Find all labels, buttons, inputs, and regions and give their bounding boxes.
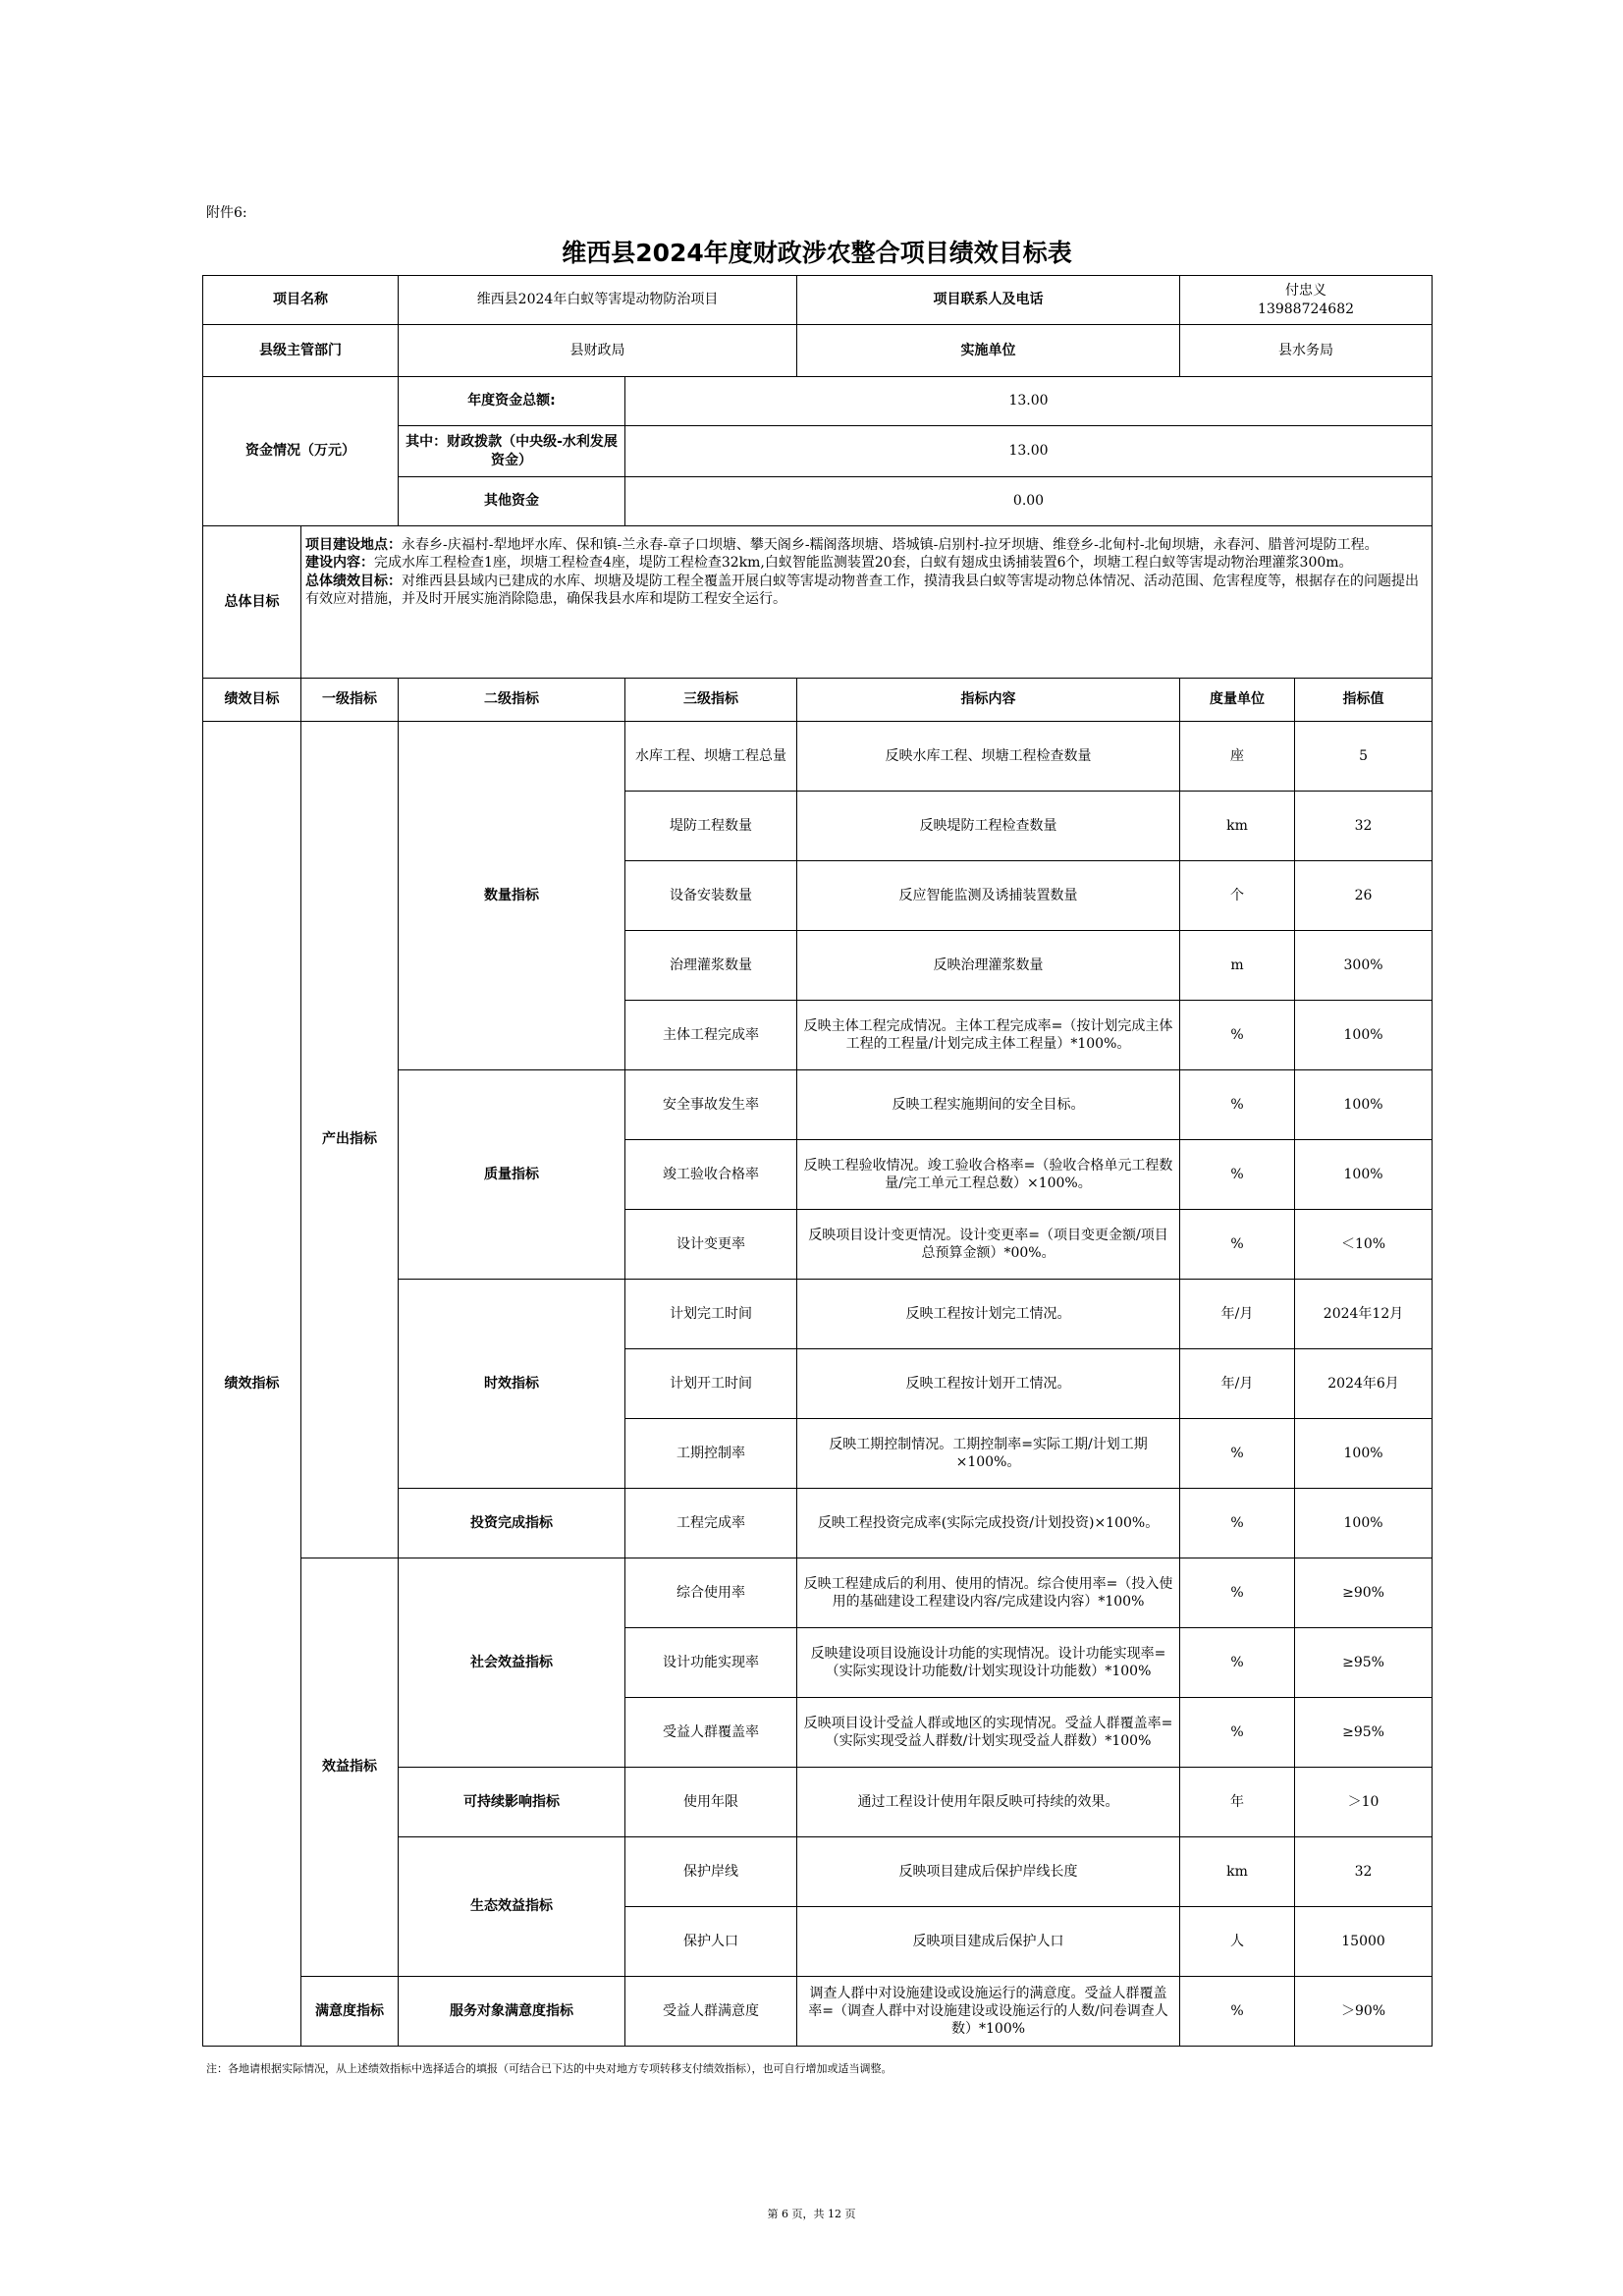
row-name: 主体工程完成率 — [625, 1001, 797, 1070]
row-value: 26 — [1295, 861, 1433, 931]
group-investment: 投资完成指标 — [399, 1489, 625, 1558]
row-unit: 年 — [1180, 1768, 1295, 1837]
group-quantity: 数量指标 — [399, 722, 625, 1070]
row-content: 反映治理灌浆数量 — [797, 931, 1180, 1001]
row-content: 反应智能监测及诱捕装置数量 — [797, 861, 1180, 931]
row-value: ＞90% — [1295, 1977, 1433, 2047]
footnote: 注：各地请根据实际情况，从上述绩效指标中选择适合的填报（可结合已下达的中央对地方专项转移支付绩效指标），也可自行增加或适当调整。 — [206, 2062, 893, 2075]
header-content: 指标内容 — [797, 679, 1180, 722]
goal-label: 总体目标 — [203, 526, 301, 679]
row-unit: km — [1180, 1837, 1295, 1907]
row-content: 反映堤防工程检查数量 — [797, 792, 1180, 861]
row-name: 设计功能实现率 — [625, 1628, 797, 1698]
row-content: 通过工程设计使用年限反映可持续的效果。 — [797, 1768, 1180, 1837]
group-sustain: 可持续影响指标 — [399, 1768, 625, 1837]
row-name: 受益人群满意度 — [625, 1977, 797, 2047]
row-name: 综合使用率 — [625, 1558, 797, 1628]
contact-label: 项目联系人及电话 — [797, 276, 1180, 325]
funds-other-value: 0.00 — [625, 477, 1433, 526]
row-unit: % — [1180, 1419, 1295, 1489]
row-unit: % — [1180, 1977, 1295, 2047]
perf-label: 绩效指标 — [203, 722, 301, 2047]
row-value: 15000 — [1295, 1907, 1433, 1977]
goal-perf-label: 总体绩效目标： — [305, 573, 402, 589]
row-value: 5 — [1295, 722, 1433, 792]
row-content: 反映工程实施期间的安全目标。 — [797, 1070, 1180, 1140]
contact-value — [1180, 276, 1433, 325]
header-value: 指标值 — [1295, 679, 1433, 722]
row-unit: % — [1180, 1628, 1295, 1698]
goal-content: 完成水库工程检查1座，坝塘工程检查4座，堤防工程检查32km,白蚁智能监测装置20套，白蚁有翅成虫诱捕装置6个，坝塘工程白蚁等害堤动物治理灌浆300m。 — [374, 555, 1353, 572]
dept-label: 县级主管部门 — [203, 325, 399, 377]
row-content: 反映水库工程、坝塘工程检查数量 — [797, 722, 1180, 792]
row-value: 100% — [1295, 1419, 1433, 1489]
row-unit: 人 — [1180, 1907, 1295, 1977]
funds-total-label: 年度资金总额: — [399, 377, 625, 426]
funds-label: 资金情况（万元） — [203, 377, 399, 526]
row-unit: m — [1180, 931, 1295, 1001]
group-output: 产出指标 — [301, 722, 399, 1558]
row-name: 安全事故发生率 — [625, 1070, 797, 1140]
row-value: ＜10% — [1295, 1210, 1433, 1280]
goal-perf: 对维西县县域内已建成的水库、坝塘及堤防工程全覆盖开展白蚁等害堤动物普查工作，摸清我县白蚁等害堤动物总体情况、活动范围、危害程度等，根据存在的问题提出有效应对措施，并及时开展实施消除隐患，确保我县水库和堤防工程安全运行。 — [305, 573, 1419, 608]
row-content: 反映工程按计划完工情况。 — [797, 1280, 1180, 1349]
row-unit: 座 — [1180, 722, 1295, 792]
row-name: 水库工程、坝塘工程总量 — [625, 722, 797, 792]
row-content: 反映建设项目设施设计功能的实现情况。设计功能实现率=（实际实现设计功能数/计划实现设计功能数）*100% — [797, 1628, 1180, 1698]
funds-central-value: 13.00 — [625, 426, 1433, 477]
row-value: ＞10 — [1295, 1768, 1433, 1837]
row-name: 设备安装数量 — [625, 861, 797, 931]
row-value: 100% — [1295, 1001, 1433, 1070]
row-value: 300% — [1295, 931, 1433, 1001]
row-unit: % — [1180, 1001, 1295, 1070]
row-name: 堤防工程数量 — [625, 792, 797, 861]
row-unit: % — [1180, 1210, 1295, 1280]
row-content: 反映项目设计变更情况。设计变更率=（项目变更金额/项目总预算金额）*00%。 — [797, 1210, 1180, 1280]
header-level3: 三级指标 — [625, 679, 797, 722]
row-content: 反映主体工程完成情况。主体工程完成率=（按计划完成主体工程的工程量/计划完成主体工程量）*100%。 — [797, 1001, 1180, 1070]
row-unit: % — [1180, 1489, 1295, 1558]
row-name: 治理灌浆数量 — [625, 931, 797, 1001]
group-satisfaction: 满意度指标 — [301, 1977, 399, 2047]
row-value: 2024年12月 — [1295, 1280, 1433, 1349]
row-unit: % — [1180, 1070, 1295, 1140]
row-content: 调查人群中对设施建设或设施运行的满意度。受益人群覆盖率=（调查人群中对设施建设或设施运行的人数/问卷调查人数）*100% — [797, 1977, 1180, 2047]
attachment-label: 附件6: — [206, 205, 247, 221]
row-value: 2024年6月 — [1295, 1349, 1433, 1419]
row-name: 计划完工时间 — [625, 1280, 797, 1349]
row-name: 设计变更率 — [625, 1210, 797, 1280]
row-content: 反映工程按计划开工情况。 — [797, 1349, 1180, 1419]
row-unit: % — [1180, 1558, 1295, 1628]
header-level1: 一级指标 — [301, 679, 399, 722]
row-value: 32 — [1295, 1837, 1433, 1907]
group-eco: 生态效益指标 — [399, 1837, 625, 1977]
project-name-label: 项目名称 — [203, 276, 399, 325]
goal-text — [301, 526, 1433, 679]
goal-location-label: 项目建设地点： — [305, 537, 402, 553]
group-service: 服务对象满意度指标 — [399, 1977, 625, 2047]
page-title: 维西县2024年度财政涉农整合项目绩效目标表 — [562, 239, 1072, 267]
row-unit: 年/月 — [1180, 1349, 1295, 1419]
row-name: 受益人群覆盖率 — [625, 1698, 797, 1768]
funds-total-value: 13.00 — [625, 377, 1433, 426]
row-content: 反映项目设计受益人群或地区的实现情况。受益人群覆盖率=（实际实现受益人群数/计划实现受益人群数）*100% — [797, 1698, 1180, 1768]
row-content: 反映工程建成后的利用、使用的情况。综合使用率=（投入使用的基础建设工程建设内容/完成建设内容）*100% — [797, 1558, 1180, 1628]
funds-central-label: 其中：财政拨款（中央级-水利发展资金） — [399, 426, 625, 477]
row-name: 工程完成率 — [625, 1489, 797, 1558]
goal-content-label: 建设内容： — [305, 555, 374, 572]
row-value: 100% — [1295, 1140, 1433, 1210]
funds-other-label: 其他资金 — [399, 477, 625, 526]
contact-phone: 13988724682 — [1258, 301, 1355, 317]
contact-name: 付忠义 — [1285, 283, 1327, 300]
row-content: 反映项目建成后保护人口 — [797, 1907, 1180, 1977]
row-name: 竣工验收合格率 — [625, 1140, 797, 1210]
row-unit: % — [1180, 1140, 1295, 1210]
row-name: 工期控制率 — [625, 1419, 797, 1489]
header-level2: 二级指标 — [399, 679, 625, 722]
row-value: 100% — [1295, 1070, 1433, 1140]
row-value: ≥90% — [1295, 1558, 1433, 1628]
row-name: 保护岸线 — [625, 1837, 797, 1907]
project-name-value: 维西县2024年白蚁等害堤动物防治项目 — [399, 276, 797, 325]
group-quality: 质量指标 — [399, 1070, 625, 1280]
performance-target-table — [202, 275, 1433, 2047]
row-unit: 年/月 — [1180, 1280, 1295, 1349]
row-unit: km — [1180, 792, 1295, 861]
row-content: 反映项目建成后保护岸线长度 — [797, 1837, 1180, 1907]
row-content: 反映工期控制情况。工期控制率=实际工期/计划工期×100%。 — [797, 1419, 1180, 1489]
row-value: 100% — [1295, 1489, 1433, 1558]
header-unit: 度量单位 — [1180, 679, 1295, 722]
dept-value: 县财政局 — [399, 325, 797, 377]
row-content: 反映工程投资完成率(实际完成投资/计划投资)×100%。 — [797, 1489, 1180, 1558]
group-benefit: 效益指标 — [301, 1558, 399, 1977]
group-timeliness: 时效指标 — [399, 1280, 625, 1489]
row-value: 32 — [1295, 792, 1433, 861]
row-name: 计划开工时间 — [625, 1349, 797, 1419]
row-name: 使用年限 — [625, 1768, 797, 1837]
impl-value: 县水务局 — [1180, 325, 1433, 377]
group-social: 社会效益指标 — [399, 1558, 625, 1768]
row-name: 保护人口 — [625, 1907, 797, 1977]
page-number: 第 6 页，共 12 页 — [767, 2208, 856, 2220]
row-content: 反映工程验收情况。竣工验收合格率=（验收合格单元工程数量/完工单元工程总数）×100%。 — [797, 1140, 1180, 1210]
header-perf-target: 绩效目标 — [203, 679, 301, 722]
row-unit: % — [1180, 1698, 1295, 1768]
row-value: ≥95% — [1295, 1628, 1433, 1698]
goal-location: 永春乡-庆福村-犁地坪水库、保和镇-兰永春-章子口坝塘、攀天阁乡-糯阁落坝塘、塔城镇-启别村-拉牙坝塘、维登乡-北甸村-北甸坝塘，永春河、腊普河堤防工程。 — [402, 537, 1379, 553]
row-unit: 个 — [1180, 861, 1295, 931]
impl-label: 实施单位 — [797, 325, 1180, 377]
row-value: ≥95% — [1295, 1698, 1433, 1768]
